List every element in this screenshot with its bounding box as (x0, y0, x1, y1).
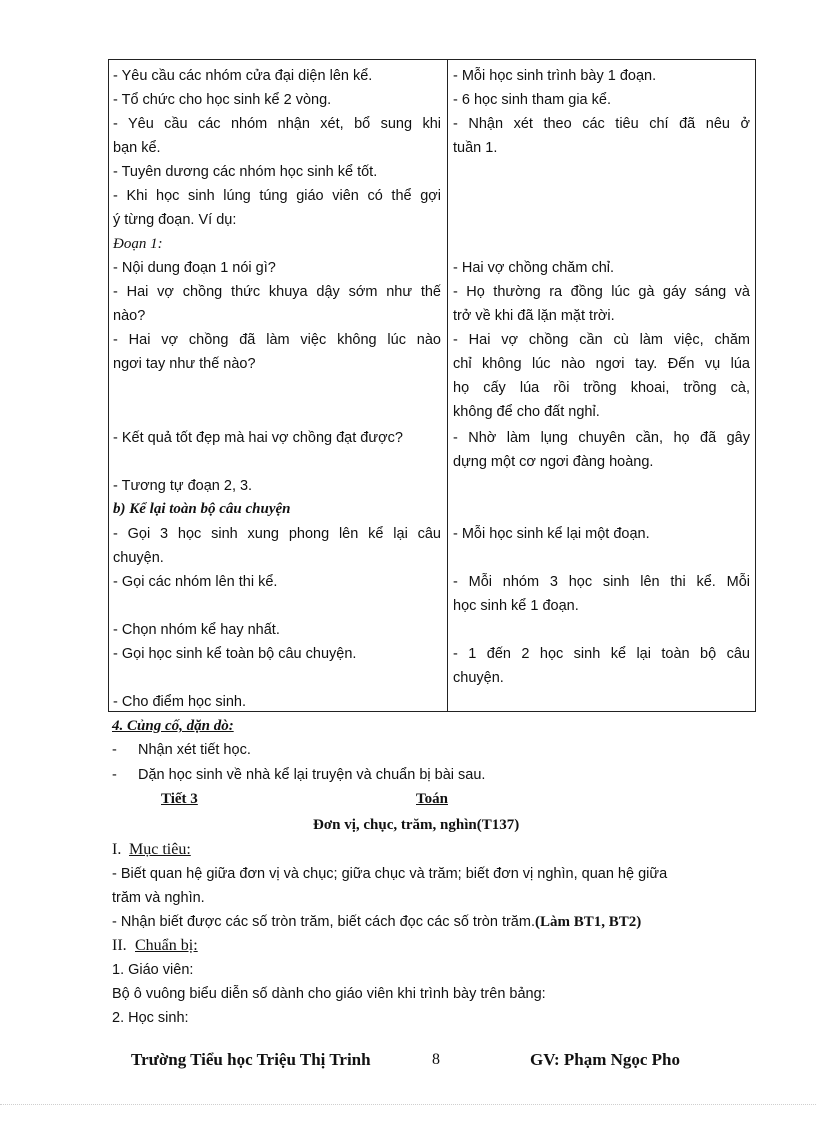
objectives-heading-number: I. (112, 841, 122, 858)
right-line-15: - Mỗi nhóm 3 học sinh lên thi kể. Mỗi (453, 574, 750, 590)
objectives-line-3 (112, 912, 641, 932)
left-line-1: - Yêu cầu các nhóm cửa đại diện lên kể. (113, 68, 373, 84)
right-line-12: - Nhờ làm lụng chuyên cần, họ đã gây (453, 430, 750, 446)
right-line-13: dựng một cơ ngơi đàng hoàng. (453, 454, 654, 470)
left-line-10: - Hai vợ chồng thức khuya dậy sớm như thế (113, 284, 441, 300)
right-line-7: trở về khi đã lặn mặt trời. (453, 308, 615, 324)
right-line-16: học sinh kể 1 đoạn. (453, 598, 579, 614)
left-line-17: - Gọi 3 học sinh xung phong lên kể lại câu (113, 526, 441, 542)
right-line-9: chỉ không lúc nào ngơi tay. Đến vụ lúa (453, 356, 750, 372)
consolidation-item-1: Nhận xét tiết học. (138, 742, 251, 758)
right-line-18: chuyện. (453, 670, 504, 686)
left-line-7: ý từng đoạn. Ví dụ: (113, 212, 237, 228)
right-line-5: - Hai vợ chồng chăm chỉ. (453, 260, 615, 276)
left-line-12: - Hai vợ chồng đã làm việc không lúc nào (113, 332, 441, 348)
objectives-line-2: trăm và nghìn. (112, 890, 205, 906)
right-line-11: không để cho đất nghỉ. (453, 404, 600, 420)
left-line-5: - Tuyên dương các nhóm học sinh kể tốt. (113, 164, 378, 180)
left-line-4: bạn kể. (113, 140, 161, 156)
preparation-line-3: 2. Học sinh: (112, 1010, 189, 1026)
right-line-10: họ cấy lúa rồi trồng khoai, trồng cà, (453, 380, 750, 396)
consolidation-item-2: Dặn học sinh về nhà kể lại truyện và chuẩn bị bài sau. (138, 767, 486, 783)
left-line-13: ngơi tay như thế nào? (113, 356, 256, 372)
objectives-line-3-text: - Nhận biết được các số tròn trăm, biết cách đọc các số tròn trăm. (112, 914, 535, 930)
objectives-line-1: - Biết quan hệ giữa đơn vị và chục; giữa chục và trăm; biết đơn vị nghìn, quan hệ giữa (112, 866, 668, 882)
column-divider (447, 60, 448, 711)
preparation-heading-number: II. (112, 937, 127, 954)
left-line-19: - Gọi các nhóm lên thi kể. (113, 574, 278, 590)
lesson-title: Đơn vị, chục, trăm, nghìn(T137) (313, 817, 520, 833)
right-line-8: - Hai vợ chồng cần cù làm việc, chăm (453, 332, 750, 348)
left-paragraph-label: Đoạn 1: (113, 236, 163, 252)
footer-page-number: 8 (432, 1051, 440, 1068)
lesson-period: Tiết 3 (161, 791, 198, 807)
objectives-heading: Mục tiêu: (129, 841, 191, 858)
right-line-14: - Mỗi học sinh kể lại một đoạn. (453, 526, 650, 542)
left-line-14: - Kết quả tốt đẹp mà hai vợ chồng đạt được? (113, 430, 403, 446)
footer-teacher: GV: Phạm Ngọc Pho (530, 1050, 681, 1069)
right-line-1: - Mỗi học sinh trình bày 1 đoạn. (453, 68, 657, 84)
preparation-line-2: Bộ ô vuông biểu diễn số dành cho giáo viên khi trình bày trên bảng: (112, 986, 546, 1002)
objectives-exercises: (Làm BT1, BT2) (534, 914, 642, 930)
preparation-line-1: 1. Giáo viên: (112, 962, 194, 978)
right-line-17: - 1 đến 2 học sinh kể lại toàn bộ câu (453, 646, 750, 662)
left-line-15: - Tương tự đoạn 2, 3. (113, 478, 253, 494)
lesson-table (108, 59, 756, 712)
consolidation-heading: 4. Củng cố, dặn dò: (112, 718, 234, 734)
left-line-21: - Gọi học sinh kể toàn bộ câu chuyện. (113, 646, 357, 662)
left-line-22: - Cho điểm học sinh. (113, 694, 246, 710)
lesson-subject: Toán (416, 791, 448, 807)
right-line-4: tuần 1. (453, 140, 498, 156)
page-edge (0, 1104, 816, 1105)
left-line-2: - Tổ chức cho học sinh kể 2 vòng. (113, 92, 332, 108)
left-section-b-heading: b) Kể lại toàn bộ câu chuyện (113, 501, 291, 517)
right-line-2: - 6 học sinh tham gia kể. (453, 92, 611, 108)
left-line-9: - Nội dung đoạn 1 nói gì? (113, 260, 276, 276)
right-line-6: - Họ thường ra đồng lúc gà gáy sáng và (453, 284, 750, 300)
left-line-20: - Chọn nhóm kể hay nhất. (113, 622, 280, 638)
left-line-18: chuyện. (113, 550, 164, 566)
right-line-3: - Nhận xét theo các tiêu chí đã nêu ở (453, 116, 750, 132)
footer-school: Trường Tiểu học Triệu Thị Trinh (131, 1050, 371, 1069)
bullet-dash: - (112, 767, 117, 783)
preparation-heading: Chuẩn bị: (135, 937, 198, 954)
left-line-6: - Khi học sinh lúng túng giáo viên có thể gợi (113, 188, 441, 204)
left-line-11: nào? (113, 308, 146, 324)
bullet-dash: - (112, 742, 117, 758)
left-line-3: - Yêu cầu các nhóm nhận xét, bổ sung khi (113, 116, 441, 132)
